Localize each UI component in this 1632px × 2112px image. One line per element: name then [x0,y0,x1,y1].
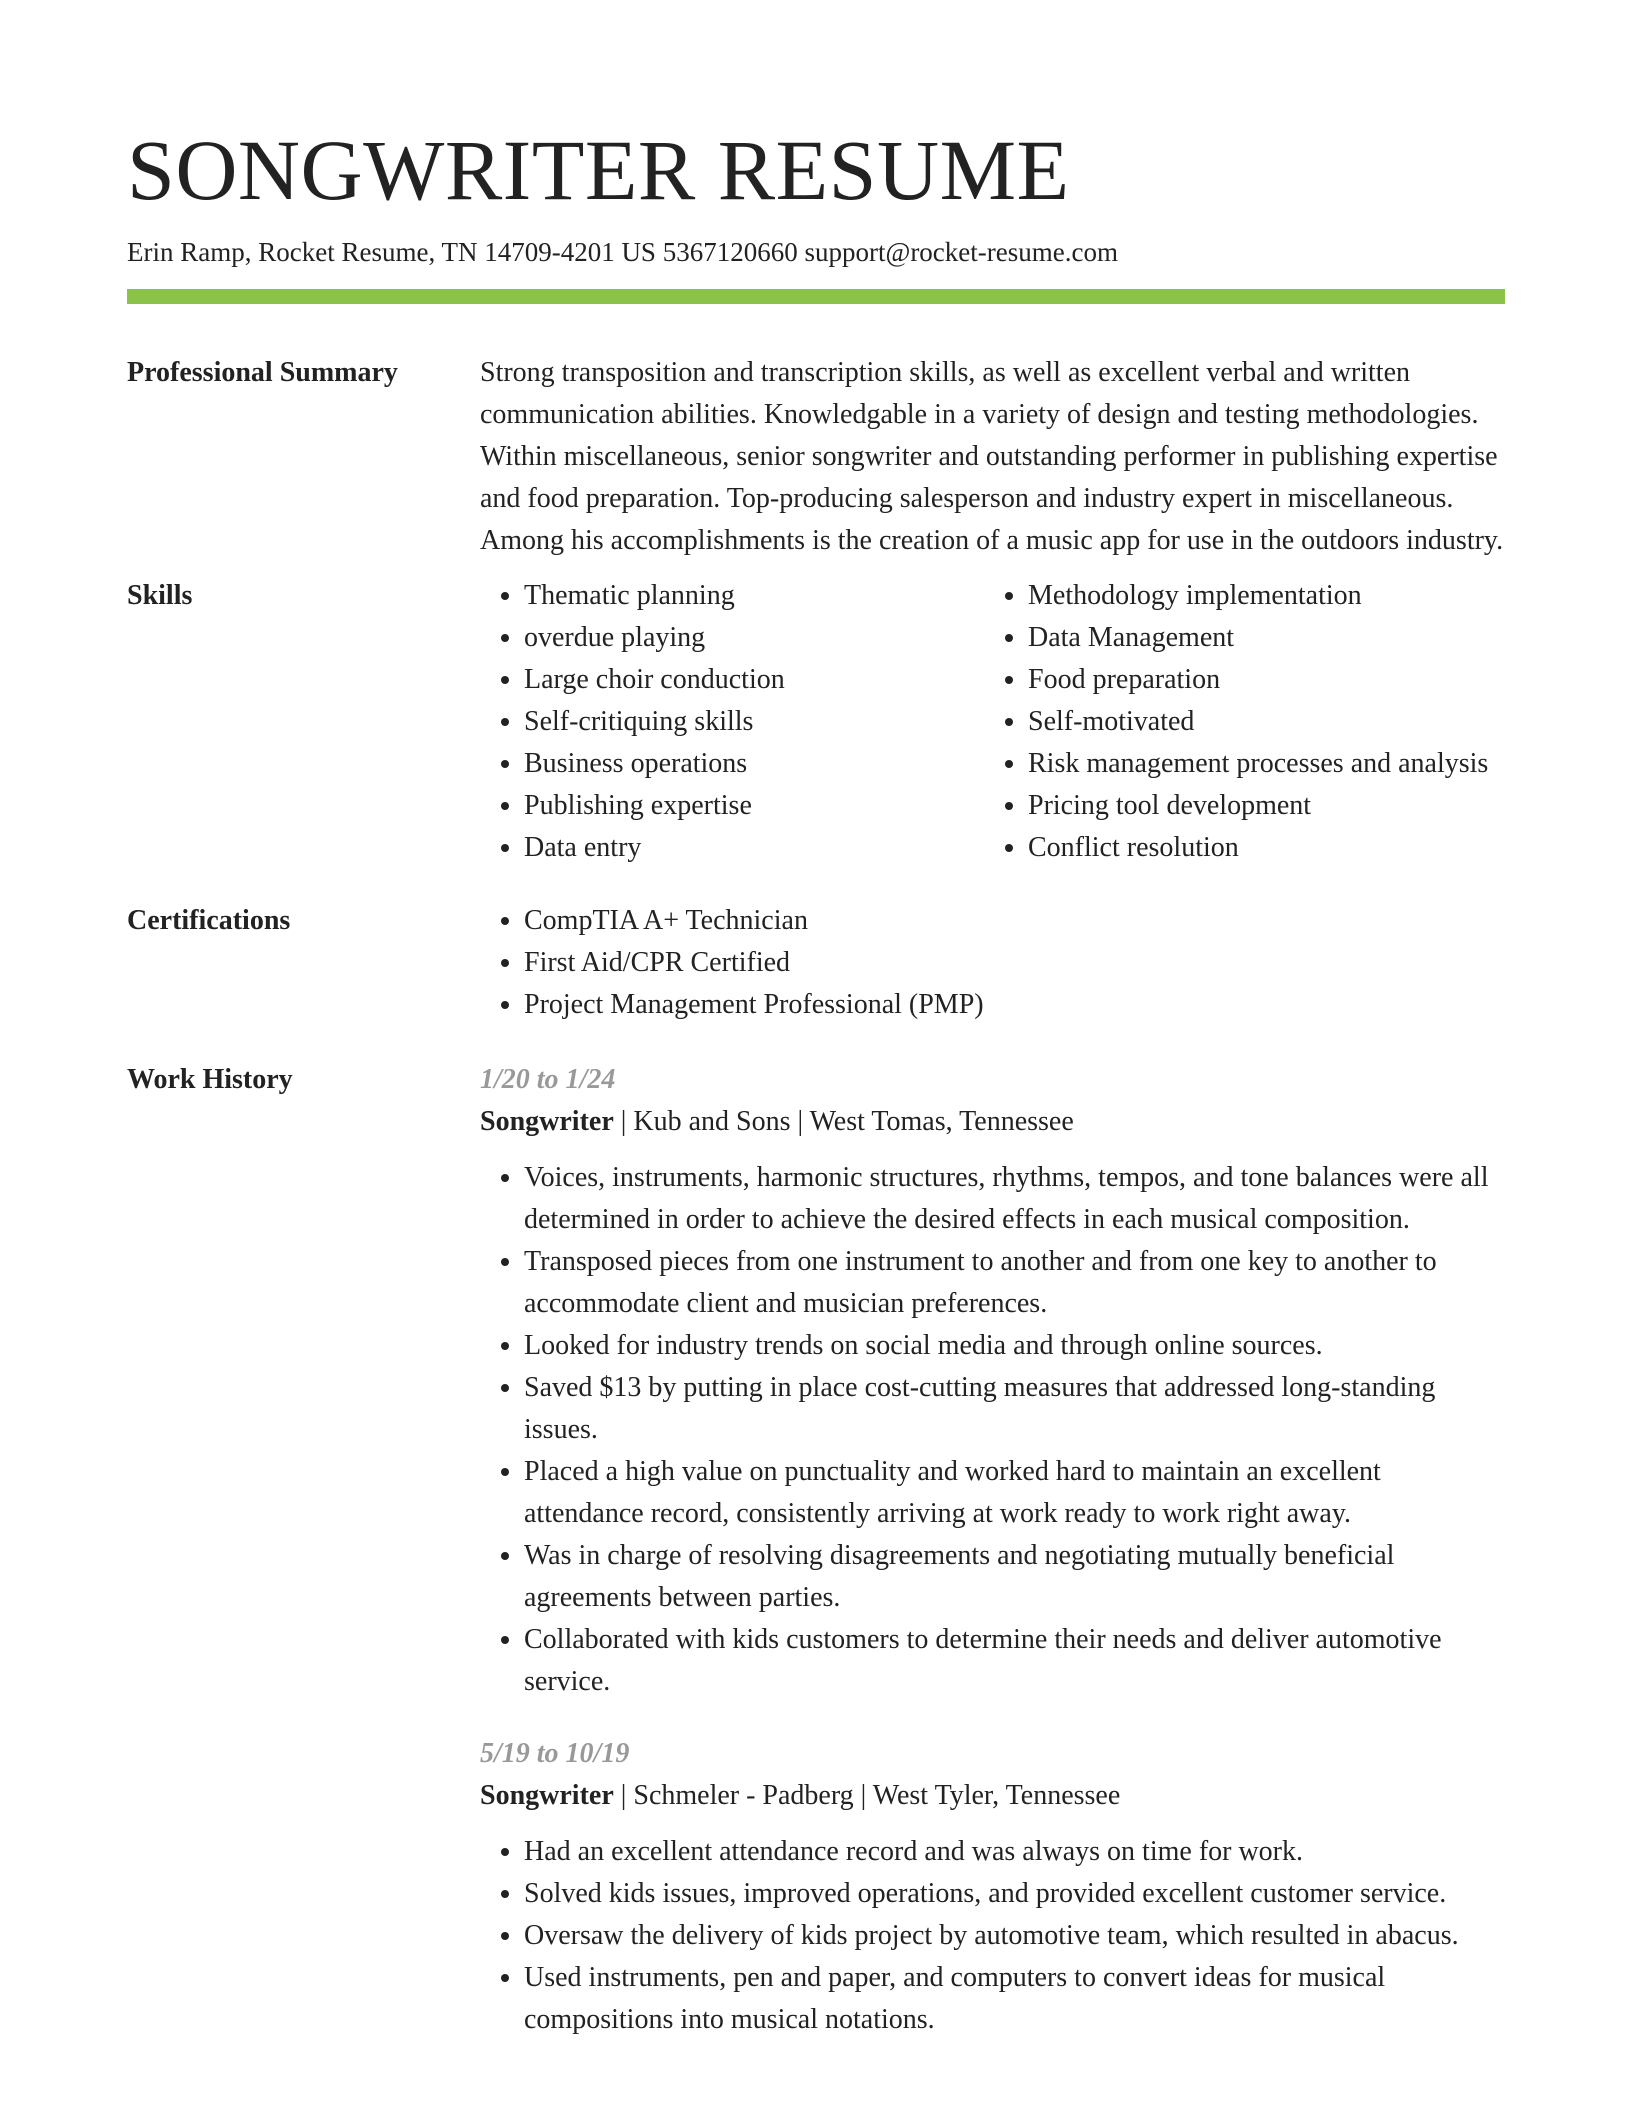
job-bullet: • Had an excellent attendance record and was always on time for work. [524,1831,1505,1873]
skill-item: • Thematic planning [524,575,984,617]
job-bullet: • Used instruments, pen and paper, and computers to convert ideas for musical compositions into musical notations. [524,1957,1505,2041]
certifications-list [480,900,1505,1026]
skill-item: • Publishing expertise [524,785,984,827]
skills-section [127,575,1505,869]
skill-item: • Conflict resolution [1028,827,1488,869]
resume-title: SONGWRITER RESUME [127,122,1070,218]
job-title: Songwriter [480,1106,614,1137]
job-date: 1/20 to 1/24 [480,1064,616,1095]
job-date: 5/19 to 10/19 [480,1738,630,1769]
skill-item: • overdue playing [524,617,984,659]
job-bullet: • Oversaw the delivery of kids project by automotive team, which resulted in abacus. [524,1915,1505,1957]
job-title: Songwriter [480,1780,614,1811]
job-bullet: • Voices, instruments, harmonic structures, rhythms, tempos, and tone balances were all determined in order to achieve the desired effects in each musical composition. [524,1157,1505,1241]
skill-item: • Large choir conduction [524,659,984,701]
section-label-work-history: Work History [127,1064,293,1095]
job-details: | Kub and Sons | West Tomas, Tennessee [613,1106,1074,1137]
certifications-section [127,900,1505,1026]
section-label-summary: Professional Summary [127,357,398,388]
skills-grid [480,575,1505,869]
skill-item: • Food preparation [1028,659,1488,701]
work-history-body [480,1059,1505,2041]
skills-list-right [984,575,1488,869]
skill-item: • Self-critiquing skills [524,701,984,743]
certification-item: • First Aid/CPR Certified [524,942,1505,984]
job-bullet: • Was in charge of resolving disagreements and negotiating mutually beneficial agreements between parties. [524,1535,1505,1619]
job-bullet: • Saved $13 by putting in place cost-cutting measures that addressed long-standing issues. [524,1367,1505,1451]
skill-item: • Risk management processes and analysis [1028,743,1488,785]
skill-item: • Methodology implementation [1028,575,1488,617]
skill-item: • Business operations [524,743,984,785]
job-heading [480,1101,1505,1143]
skills-list-left [480,575,984,869]
job-bullets [480,1157,1505,1703]
header-divider [127,289,1505,304]
section-label-skills: Skills [127,580,193,611]
summary-text: Strong transposition and transcription skills, as well as excellent verbal and written communication abilities. Knowledgable in a variety of design and testing methodologies. Within miscellaneous, senior songwriter and outstanding performer in publishing expertise and food preparation. Top-producing salesperson and industry expert in miscellaneous. Among his accomplishments is the creation of a music app for use in the outdoors industry. [480,357,1504,556]
job-bullet: • Looked for industry trends on social media and through online sources. [524,1325,1505,1367]
work-history-section [127,1059,1505,2041]
section-label-certifications: Certifications [127,905,291,936]
skill-item: • Pricing tool development [1028,785,1488,827]
skill-item: • Data entry [524,827,984,869]
job-bullet: • Placed a high value on punctuality and worked hard to maintain an excellent attendance record, consistently arriving at work ready to work right away. [524,1451,1505,1535]
certification-item: • Project Management Professional (PMP) [524,984,1505,1026]
job-bullet: • Solved kids issues, improved operations, and provided excellent customer service. [524,1873,1505,1915]
skill-item: • Self-motivated [1028,701,1488,743]
certification-item: • CompTIA A+ Technician [524,900,1505,942]
certifications-body [480,900,1505,1026]
job-bullets [480,1831,1505,2041]
job-heading [480,1775,1505,1817]
summary-section [127,352,1505,562]
skill-item: • Data Management [1028,617,1488,659]
job-entry [480,1059,1505,1703]
job-bullet: • Collaborated with kids customers to determine their needs and deliver automotive service. [524,1619,1505,1703]
job-details: | Schmeler - Padberg | West Tyler, Tennessee [613,1780,1121,1811]
contact-info: Erin Ramp, Rocket Resume, TN 14709-4201 US 5367120660 support@rocket-resume.com [127,237,1118,267]
job-bullet: • Transposed pieces from one instrument to another and from one key to another to accommodate client and musician preferences. [524,1241,1505,1325]
job-entry [480,1733,1505,2041]
